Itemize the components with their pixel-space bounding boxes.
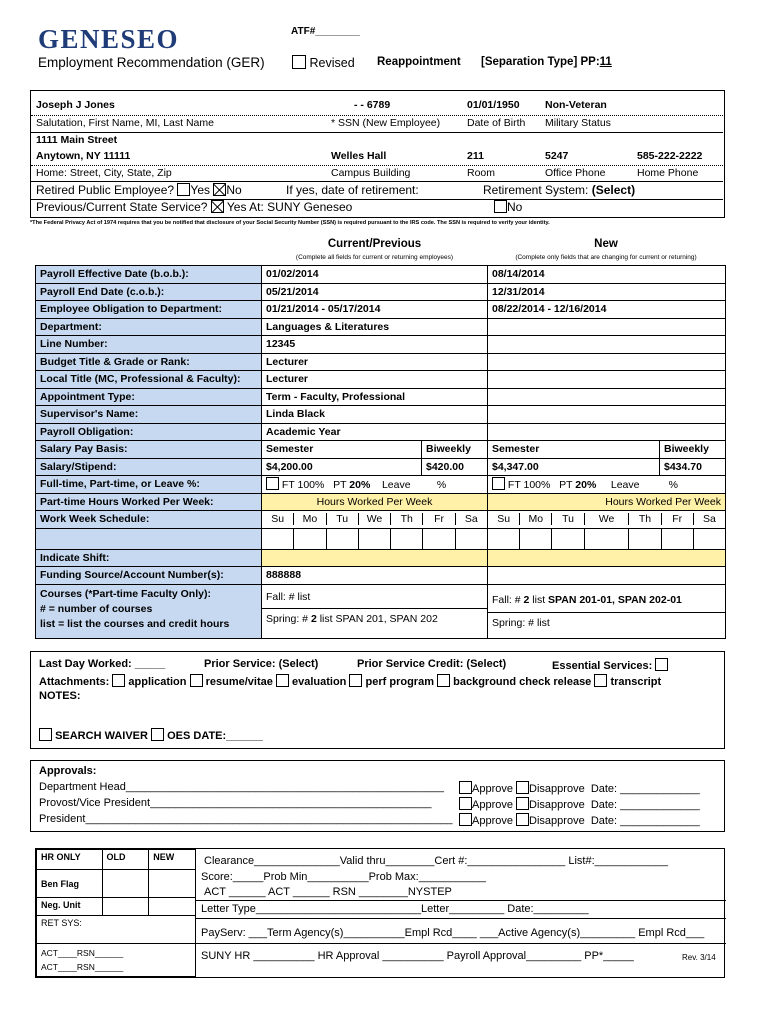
salary-basis-new-biweekly[interactable]: Biweekly xyxy=(660,441,726,459)
current-column-note: (Complete all fields for current or returning employees) xyxy=(295,254,454,261)
day-th[interactable]: Th xyxy=(391,513,423,525)
schedule-label: Work Week Schedule: xyxy=(36,511,262,529)
approval-line[interactable]: SUNY HR __________ HR Approval __________ Payroll Approval_________ PP*_____ xyxy=(201,950,634,962)
retired-yes-label: Yes xyxy=(190,183,210,197)
courses-new xyxy=(488,584,726,638)
resume-label: resume/vitae xyxy=(205,676,273,688)
salary-basis-label: Salary Pay Basis: xyxy=(36,441,262,459)
day-fr[interactable]: Fr xyxy=(662,513,694,525)
ft-label: FT 100% xyxy=(507,479,551,492)
revision-note: Rev. 3/14 xyxy=(682,953,716,962)
salary-basis-current[interactable]: Semester xyxy=(262,441,422,459)
reappointment-label: Reappointment xyxy=(377,56,461,68)
military-value[interactable]: Non-Veteran xyxy=(545,99,607,111)
ret-sys-label[interactable]: RET SYS: xyxy=(37,916,196,944)
schedule-current xyxy=(262,511,488,529)
ben-flag-new[interactable] xyxy=(149,870,196,898)
revised-checkbox[interactable] xyxy=(292,55,306,69)
misc-box xyxy=(30,651,725,749)
ssn-value[interactable]: - - 6789 xyxy=(354,99,391,111)
department-new[interactable] xyxy=(488,318,726,336)
neg-unit-old[interactable] xyxy=(102,898,149,916)
approvals-box xyxy=(30,760,725,832)
day-su[interactable]: Su xyxy=(488,513,520,525)
address-label: Home: Street, City, State, Zip xyxy=(36,167,172,179)
payserv-line[interactable]: PayServ: ___Term Agency(s)__________Empl Rcd____ ___Active Agency(s)_________ Empl Rcd___ xyxy=(201,927,705,939)
salary-basis-new[interactable]: Semester xyxy=(488,441,660,459)
grid-row xyxy=(36,318,726,336)
grid-row xyxy=(36,549,726,567)
fulltime-current[interactable] xyxy=(262,476,488,494)
leave-label: Leave xyxy=(381,479,411,492)
schedule-hours-current[interactable] xyxy=(262,528,488,549)
grid-row xyxy=(36,423,726,441)
disapprove-label: Disapprove xyxy=(529,799,585,811)
perf-program-label: perf program xyxy=(365,676,434,688)
spring-count: 2 xyxy=(310,612,317,625)
salary-new-biweekly[interactable]: $434.70 xyxy=(660,458,726,476)
grid-row xyxy=(36,266,726,284)
office-phone-value[interactable]: 5247 xyxy=(545,150,569,162)
day-mo[interactable]: Mo xyxy=(520,513,552,525)
letter-type-line[interactable]: Letter Type___________________________Letter_________ Date:_________ xyxy=(201,903,589,915)
oes-checkbox[interactable] xyxy=(151,728,164,741)
application-label: application xyxy=(128,676,187,688)
local-title-new[interactable] xyxy=(488,371,726,389)
retired-no-checkbox[interactable] xyxy=(213,183,226,196)
background-check-checkbox[interactable] xyxy=(437,674,450,687)
employment-grid xyxy=(35,265,726,639)
prev-service-no[interactable] xyxy=(494,200,522,214)
courses-new-fall[interactable] xyxy=(488,585,725,613)
notes-label: NOTES: xyxy=(39,690,81,702)
current-column-title: Current/Previous xyxy=(327,238,422,250)
dept-head-signature[interactable]: ____________________________________________________ xyxy=(125,781,444,793)
neg-unit-new[interactable] xyxy=(149,898,196,916)
home-phone-label: Home Phone xyxy=(637,167,699,179)
payroll-end-current[interactable]: 05/21/2014 xyxy=(262,283,488,301)
background-check-label: background check release xyxy=(453,676,592,688)
essential-checkbox[interactable] xyxy=(655,658,668,671)
dept-head-label: Department Head xyxy=(39,781,126,793)
day-we[interactable]: We xyxy=(585,513,630,525)
approve-checkbox[interactable] xyxy=(459,797,472,810)
clearance-line[interactable]: Clearance______________Valid thru________Cert #:________________ List#:____________ xyxy=(204,855,669,867)
supervisor-current[interactable]: Linda Black xyxy=(262,406,488,424)
line-number-new[interactable] xyxy=(488,336,726,354)
approval-date[interactable]: Date: _____________ xyxy=(590,783,700,795)
department-current[interactable]: Languages & Literatures xyxy=(262,318,488,336)
attachments-row xyxy=(39,674,661,688)
oes-date-label: OES DATE:______ xyxy=(167,730,263,742)
grid-row xyxy=(36,441,726,459)
president-label: President xyxy=(39,813,86,825)
grid-row xyxy=(36,301,726,319)
payroll-effective-label: Payroll Effective Date (b.o.b.): xyxy=(36,266,262,284)
employee-name[interactable]: Joseph J Jones xyxy=(36,99,115,111)
department-label: Department: xyxy=(36,318,262,336)
approve-label: Approve xyxy=(472,783,513,795)
retired-question xyxy=(36,183,242,197)
ssn-label: * SSN (New Employee) xyxy=(331,117,441,129)
prev-service-question xyxy=(36,200,352,214)
courses-label xyxy=(36,584,262,638)
line-number-label: Line Number: xyxy=(36,336,262,354)
obligation-label: Employee Obligation to Department: xyxy=(36,301,262,319)
approval-row-provost xyxy=(39,797,432,809)
funding-current[interactable]: 888888 xyxy=(262,567,488,585)
payroll-effective-current[interactable]: 01/02/2014 xyxy=(262,266,488,284)
retire-system[interactable] xyxy=(483,183,635,197)
score-line[interactable]: Score:_____Prob Min__________Prob Max:___________ xyxy=(201,871,486,883)
grid-row xyxy=(36,584,726,638)
separation-type-select[interactable] xyxy=(481,56,612,68)
courses-current-spring[interactable] xyxy=(262,609,487,625)
disapprove-label: Disapprove xyxy=(529,815,585,827)
approve-label: Approve xyxy=(472,799,513,811)
salary-current-biweekly[interactable]: $420.00 xyxy=(422,458,488,476)
dob-value[interactable]: 01/01/1950 xyxy=(467,99,520,111)
ben-flag-old[interactable] xyxy=(102,870,149,898)
ben-flag-label: Ben Flag xyxy=(37,870,103,898)
approval-row-president xyxy=(39,813,453,825)
grid-row xyxy=(36,336,726,354)
home-phone-value[interactable]: 585-222-2222 xyxy=(637,150,703,162)
dob-label: Date of Birth xyxy=(467,117,526,129)
supervisor-new[interactable] xyxy=(488,406,726,424)
essential-label: Essential Services: xyxy=(552,660,653,672)
grid-row xyxy=(36,353,726,371)
prev-service-no-label: No xyxy=(507,200,523,214)
line-number-current[interactable]: 12345 xyxy=(262,336,488,354)
leave-pct: % xyxy=(668,479,679,492)
leave-label: Leave xyxy=(610,479,640,492)
hr-only-box xyxy=(35,848,725,978)
hr-new-label: NEW xyxy=(149,850,196,870)
evaluation-checkbox[interactable] xyxy=(276,674,289,687)
act-rsn-fields[interactable] xyxy=(37,944,196,977)
prev-service-label: Previous/Current State Service? xyxy=(36,200,208,214)
courses-label-line1: Courses (*Part-time Faculty Only): xyxy=(40,587,211,600)
resume-checkbox[interactable] xyxy=(190,674,203,687)
supervisor-label: Supervisor's Name: xyxy=(36,406,262,424)
approve-checkbox[interactable] xyxy=(459,813,472,826)
new-column-note: (Complete only fields that are changing for current or returning) xyxy=(515,254,697,261)
act-rsn-2[interactable]: ACT____RSN______ xyxy=(41,962,124,972)
office-phone-label: Office Phone xyxy=(545,167,606,179)
payroll-end-new[interactable]: 12/31/2014 xyxy=(488,283,726,301)
approve-checkbox[interactable] xyxy=(459,781,472,794)
disapprove-checkbox[interactable] xyxy=(516,797,529,810)
prev-service-yes-checkbox[interactable] xyxy=(211,200,224,213)
pt-hours-current[interactable]: Hours Worked Per Week xyxy=(262,493,488,511)
revised-option[interactable] xyxy=(292,55,355,70)
budget-title-new[interactable] xyxy=(488,353,726,371)
geneseo-logo: GENESEO xyxy=(38,24,180,54)
retire-system-select[interactable]: (Select) xyxy=(591,183,636,197)
pt-label: PT xyxy=(559,479,576,492)
funding-label: Funding Source/Account Number(s): xyxy=(36,567,262,585)
budget-title-current[interactable]: Lecturer xyxy=(262,353,488,371)
retired-yes-checkbox[interactable] xyxy=(177,183,190,196)
grid-row xyxy=(36,283,726,301)
schedule-new xyxy=(488,511,726,529)
salary-new[interactable]: $4,347.00 xyxy=(488,458,660,476)
schedule-hours-new[interactable] xyxy=(488,528,726,549)
prev-service-no-checkbox[interactable] xyxy=(494,200,507,213)
day-we[interactable]: We xyxy=(359,513,391,525)
room-label: Room xyxy=(467,167,496,179)
retired-no-label: No xyxy=(226,183,242,197)
appointment-type-new[interactable] xyxy=(488,388,726,406)
payroll-obligation-new[interactable] xyxy=(488,423,726,441)
attachments-label: Attachments: xyxy=(39,676,110,688)
room-value[interactable]: 211 xyxy=(467,150,484,162)
ft-label: FT 100% xyxy=(281,479,325,492)
disapprove-checkbox[interactable] xyxy=(516,813,529,826)
payroll-end-label: Payroll End Date (c.o.b.): xyxy=(36,283,262,301)
revised-label: Revised xyxy=(309,56,355,70)
grid-row xyxy=(36,511,726,529)
payroll-obligation-current[interactable]: Academic Year xyxy=(262,423,488,441)
grid-row xyxy=(36,493,726,511)
approval-options-1 xyxy=(459,781,700,795)
appointment-type-current[interactable]: Term - Faculty, Professional xyxy=(262,388,488,406)
spring-list: list SPAN 201, SPAN 202 xyxy=(316,612,438,625)
funding-new[interactable] xyxy=(488,567,726,585)
approval-date[interactable]: Date: _____________ xyxy=(590,799,700,811)
day-mo[interactable]: Mo xyxy=(294,513,326,525)
name-label: Salutation, First Name, MI, Last Name xyxy=(36,117,214,129)
grid-row xyxy=(36,371,726,389)
day-su[interactable]: Su xyxy=(262,513,294,525)
city-value[interactable]: Anytown, NY 11111 xyxy=(36,150,131,162)
pt-label: PT xyxy=(333,479,350,492)
building-label: Campus Building xyxy=(331,167,411,179)
disapprove-label: Disapprove xyxy=(529,783,585,795)
shift-current[interactable] xyxy=(262,549,488,567)
privacy-notice: *The Federal Privacy Act of 1974 requires that you be notified that disclosure of your Social Security Number (SSN) is required pursuant to the IRS code. The SSN is required to verify your identity. xyxy=(30,220,550,226)
act-line[interactable]: ACT ______ ACT ______ RSN ________NYSTEP xyxy=(204,886,452,898)
grid-row xyxy=(36,458,726,476)
street-value[interactable]: 1111 Main Street xyxy=(36,134,118,146)
prior-service-select[interactable]: Prior Service: (Select) xyxy=(204,658,319,670)
search-waiver[interactable] xyxy=(39,728,263,742)
transcript-checkbox[interactable] xyxy=(594,674,607,687)
separation-type-label: [Separation Type] xyxy=(481,56,578,68)
approve-label: Approve xyxy=(472,815,513,827)
ft-checkbox-current[interactable] xyxy=(266,477,279,490)
retire-date-label: If yes, date of retirement: xyxy=(286,183,419,197)
grid-row xyxy=(36,406,726,424)
provost-signature[interactable]: ______________________________________________ xyxy=(150,797,432,809)
fall-list: SPAN 201-01, SPAN 202-01 xyxy=(548,593,682,606)
courses-label-line2: # = number of courses xyxy=(40,602,153,615)
retired-label: Retired Public Employee? xyxy=(36,183,175,197)
pp-label: PP: xyxy=(580,56,600,68)
fall-prefix: Fall: # xyxy=(492,593,524,606)
schedule-blank-label xyxy=(36,528,262,549)
employee-info-box xyxy=(30,90,725,218)
military-label: Military Status xyxy=(545,117,611,129)
application-checkbox[interactable] xyxy=(112,674,125,687)
ft-checkbox-new[interactable] xyxy=(492,477,505,490)
fulltime-label: Full-time, Part-time, or Leave %: xyxy=(36,476,262,494)
search-waiver-checkbox[interactable] xyxy=(39,728,52,741)
president-signature[interactable]: ____________________________________________________________ xyxy=(85,813,453,825)
last-day-worked[interactable]: Last Day Worked: _____ xyxy=(39,658,166,670)
hr-only-label: HR ONLY xyxy=(37,850,103,870)
neg-unit-label: Neg. Unit xyxy=(37,898,103,916)
approval-options-2 xyxy=(459,797,700,811)
provost-label: Provost/Vice President xyxy=(39,797,151,809)
spring-prefix: Spring: # xyxy=(266,612,311,625)
grid-row xyxy=(36,567,726,585)
perf-program-checkbox[interactable] xyxy=(349,674,362,687)
fall-count: 2 xyxy=(523,593,530,606)
local-title-label: Local Title (MC, Professional & Faculty): xyxy=(36,371,262,389)
approval-options-3 xyxy=(459,813,700,827)
courses-label-line3: list = list the courses and credit hours xyxy=(40,617,230,630)
salary-label: Salary/Stipend: xyxy=(36,458,262,476)
day-th[interactable]: Th xyxy=(629,513,661,525)
hr-left-table xyxy=(36,849,196,977)
pt-value-new[interactable]: 20% xyxy=(575,479,597,492)
atf-number: ATF#________ xyxy=(291,26,360,37)
courses-current xyxy=(262,584,488,638)
courses-current-fall[interactable]: Fall: # list xyxy=(262,585,487,609)
shift-new[interactable] xyxy=(488,549,726,567)
disapprove-checkbox[interactable] xyxy=(516,781,529,794)
new-column-title: New xyxy=(594,238,618,250)
appointment-type-label: Appointment Type: xyxy=(36,388,262,406)
search-waiver-label: SEARCH WAIVER xyxy=(55,730,148,742)
obligation-new[interactable]: 08/22/2014 - 12/16/2014 xyxy=(488,301,726,319)
hr-old-label: OLD xyxy=(102,850,149,870)
transcript-label: transcript xyxy=(610,676,662,688)
retire-system-label: Retirement System: xyxy=(483,183,589,197)
obligation-current[interactable]: 01/21/2014 - 05/17/2014 xyxy=(262,301,488,319)
grid-row xyxy=(36,476,726,494)
fall-mid: list xyxy=(529,593,549,606)
day-fr[interactable]: Fr xyxy=(423,513,455,525)
approval-row-dept-head xyxy=(39,781,444,793)
prev-service-value[interactable]: Yes At: SUNY Geneseo xyxy=(226,200,353,214)
courses-new-spring[interactable]: Spring: # list xyxy=(492,616,550,629)
leave-pct: % xyxy=(436,479,447,492)
pt-hours-new[interactable]: Hours Worked Per Week xyxy=(488,493,726,511)
form-title: Employment Recommendation (GER) xyxy=(38,55,265,70)
act-rsn-1[interactable]: ACT____RSN______ xyxy=(41,948,124,958)
pp-value: 11 xyxy=(599,56,612,68)
pt-value-current[interactable]: 20% xyxy=(349,479,371,492)
evaluation-label: evaluation xyxy=(292,676,347,688)
grid-row xyxy=(36,528,726,549)
payroll-effective-new[interactable]: 08/14/2014 xyxy=(488,266,726,284)
budget-title-label: Budget Title & Grade or Rank: xyxy=(36,353,262,371)
approvals-title: Approvals: xyxy=(39,765,97,777)
salary-basis-current-biweekly[interactable]: Biweekly xyxy=(422,441,488,459)
pt-hours-label: Part-time Hours Worked Per Week: xyxy=(36,493,262,511)
grid-row xyxy=(36,388,726,406)
day-sa[interactable]: Sa xyxy=(702,513,716,526)
payroll-obligation-label: Payroll Obligation: xyxy=(36,423,262,441)
day-tu[interactable]: Tu xyxy=(327,513,359,525)
shift-label: Indicate Shift: xyxy=(36,549,262,567)
local-title-current[interactable]: Lecturer xyxy=(262,371,488,389)
approval-date[interactable]: Date: _____________ xyxy=(590,815,700,827)
day-tu[interactable]: Tu xyxy=(552,513,584,525)
essential-services[interactable] xyxy=(552,658,668,672)
day-sa[interactable]: Sa xyxy=(464,513,478,526)
prior-credit-select[interactable]: Prior Service Credit: (Select) xyxy=(357,658,507,670)
salary-current[interactable]: $4,200.00 xyxy=(262,458,422,476)
building-value[interactable]: Welles Hall xyxy=(331,150,387,162)
fulltime-new[interactable] xyxy=(488,476,726,494)
